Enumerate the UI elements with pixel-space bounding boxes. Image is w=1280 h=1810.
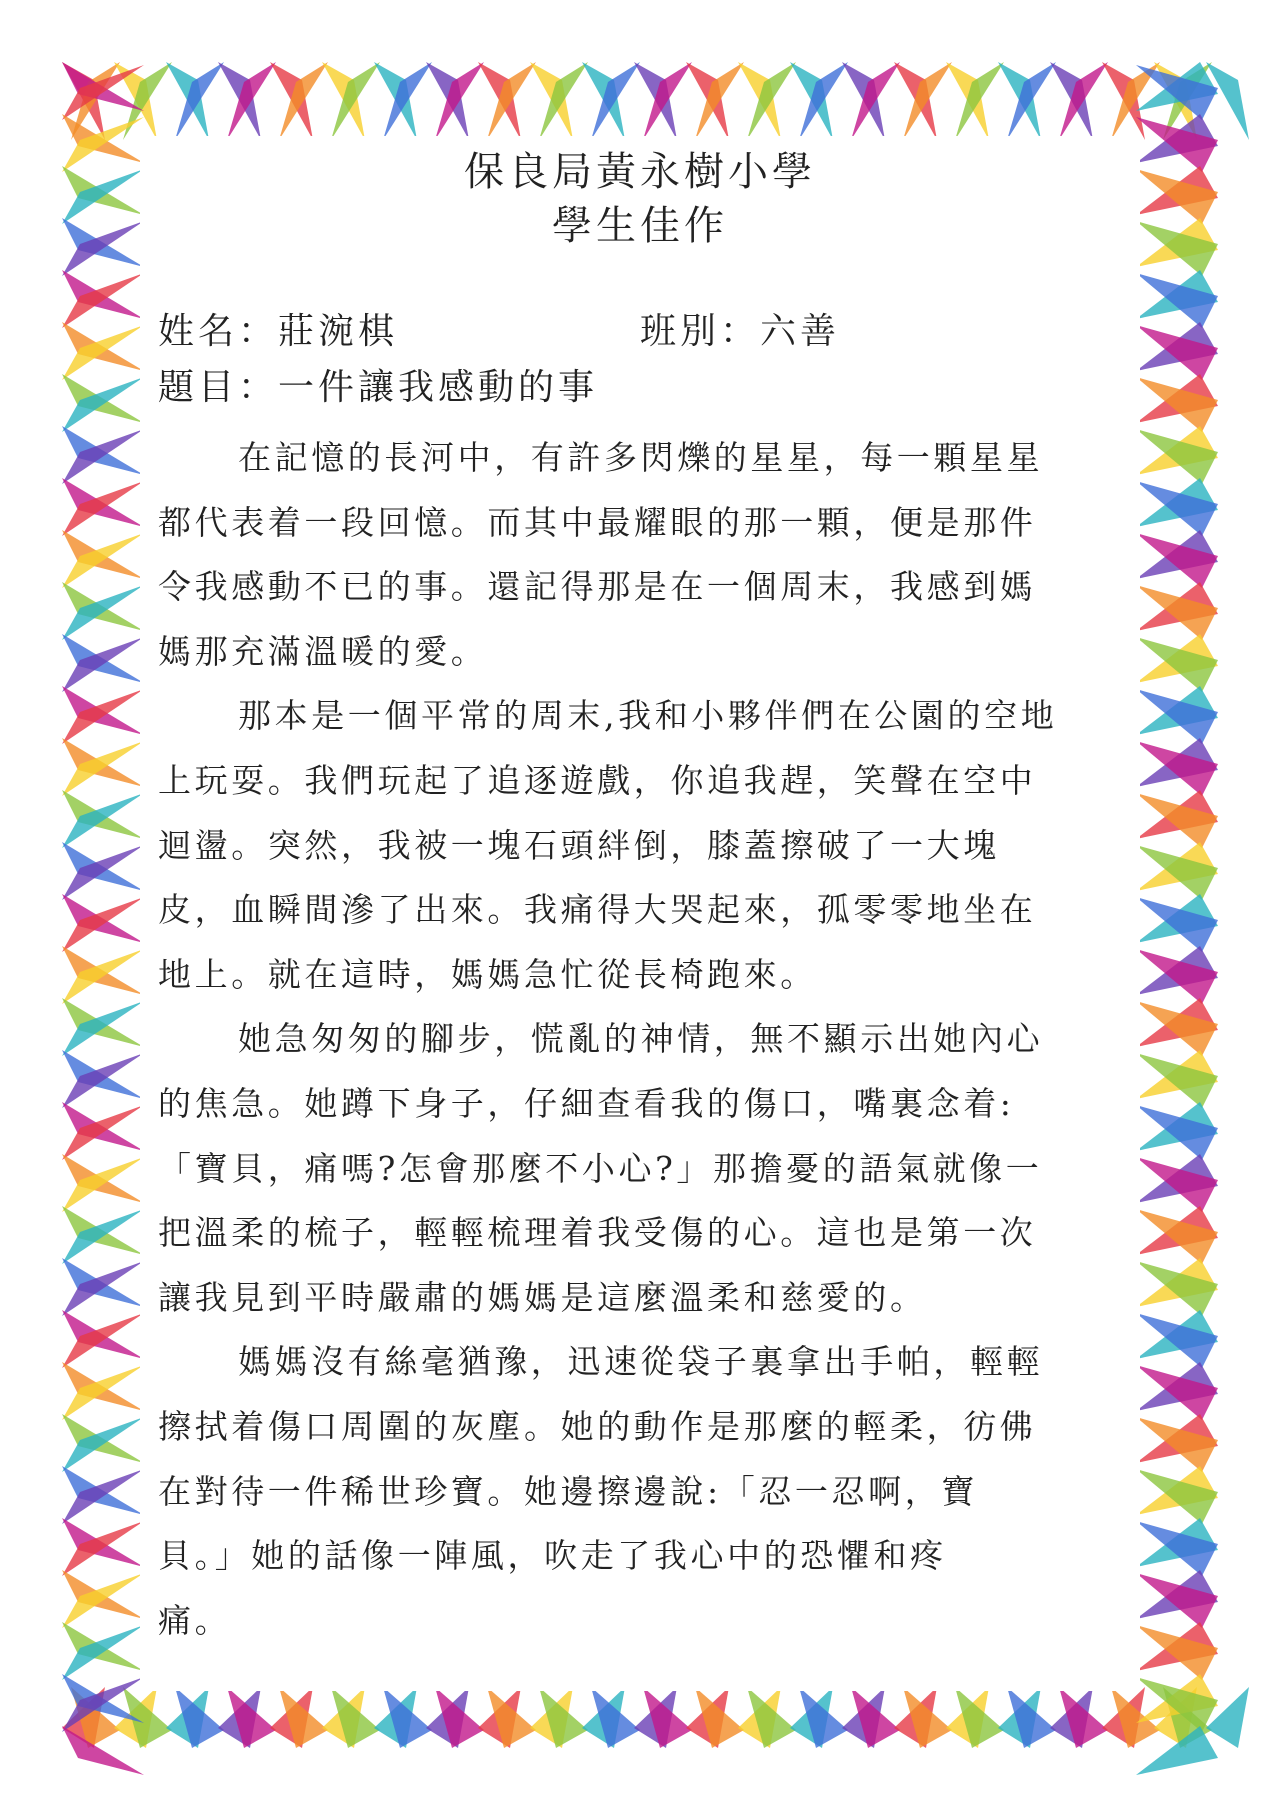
page-subtitle: 學生佳作 — [552, 203, 728, 249]
topic-line — [158, 364, 598, 412]
essay-line: 都代表着一段回憶。而其中最耀眼的那一顆，便是那件 — [158, 502, 1037, 542]
student-name-line — [158, 308, 398, 356]
essay-line: 把溫柔的梳子，輕輕梳理着我受傷的心。這也是第一次 — [158, 1213, 1037, 1253]
border-wedge — [1206, 62, 1249, 140]
essay-line: 擦拭着傷口周圍的灰塵。她的動作是那麼的輕柔，彷佛 — [158, 1406, 1037, 1446]
essay-line: 「寶貝，痛嗎?怎會那麼不小心?」那擔憂的語氣就像一 — [158, 1148, 1043, 1188]
essay-topic: 一件讓我感動的事 — [278, 367, 599, 408]
student-name: 莊涴棋 — [278, 311, 399, 352]
class-label: 班別： — [640, 311, 761, 352]
essay-line: 貝。」她的話像一陣風，吹走了我心中的恐懼和疼 — [158, 1536, 947, 1576]
essay-line: 令我感動不已的事。還記得那是在一個周末，我感到媽 — [158, 567, 1037, 607]
essay-line: 在記憶的長河中，有許多閃爍的星星，每一顆星星 — [238, 438, 1044, 477]
essay-line: 讓我見到平時嚴肅的媽媽是這麼溫柔和慈愛的。 — [158, 1277, 927, 1317]
school-title: 保良局黃永樹小學 — [464, 149, 816, 195]
class-line — [640, 308, 840, 356]
essay-line: 上玩耍。我們玩起了追逐遊戲，你追我趕，笑聲在空中 — [158, 760, 1037, 800]
essay-line: 皮，血瞬間滲了出來。我痛得大哭起來，孤零零地坐在 — [158, 890, 1037, 930]
essay-line: 她急匆匆的腳步，慌亂的神情，無不顯示出她內心 — [238, 1019, 1044, 1059]
essay-line: 地上。就在這時，媽媽急忙從長椅跑來。 — [158, 954, 817, 994]
name-label: 姓名： — [158, 311, 279, 352]
essay-line: 那本是一個平常的周末,我和小夥伴們在公園的空地 — [238, 696, 1058, 736]
essay-line: 迴盪。突然，我被一塊石頭絆倒，膝蓋擦破了一大塊 — [158, 825, 1000, 865]
essay-sheet — [140, 136, 1140, 1691]
essay-line: 在對待一件稀世珍寶。她邊擦邊說:「忍一忍啊，寶 — [158, 1471, 978, 1511]
topic-label: 題目： — [158, 367, 279, 408]
essay-line: 媽媽沒有絲毫猶豫，迅速從袋子裏拿出手帕，輕輕 — [238, 1342, 1044, 1382]
essay-body — [158, 426, 1098, 1653]
class-value: 六善 — [760, 311, 841, 352]
essay-line: 痛。 — [158, 1600, 232, 1640]
essay-line: 媽那充滿溫暖的愛。 — [158, 631, 488, 671]
essay-line: 的焦急。她蹲下身子，仔細查看我的傷口，嘴裏念着: — [158, 1083, 1015, 1123]
